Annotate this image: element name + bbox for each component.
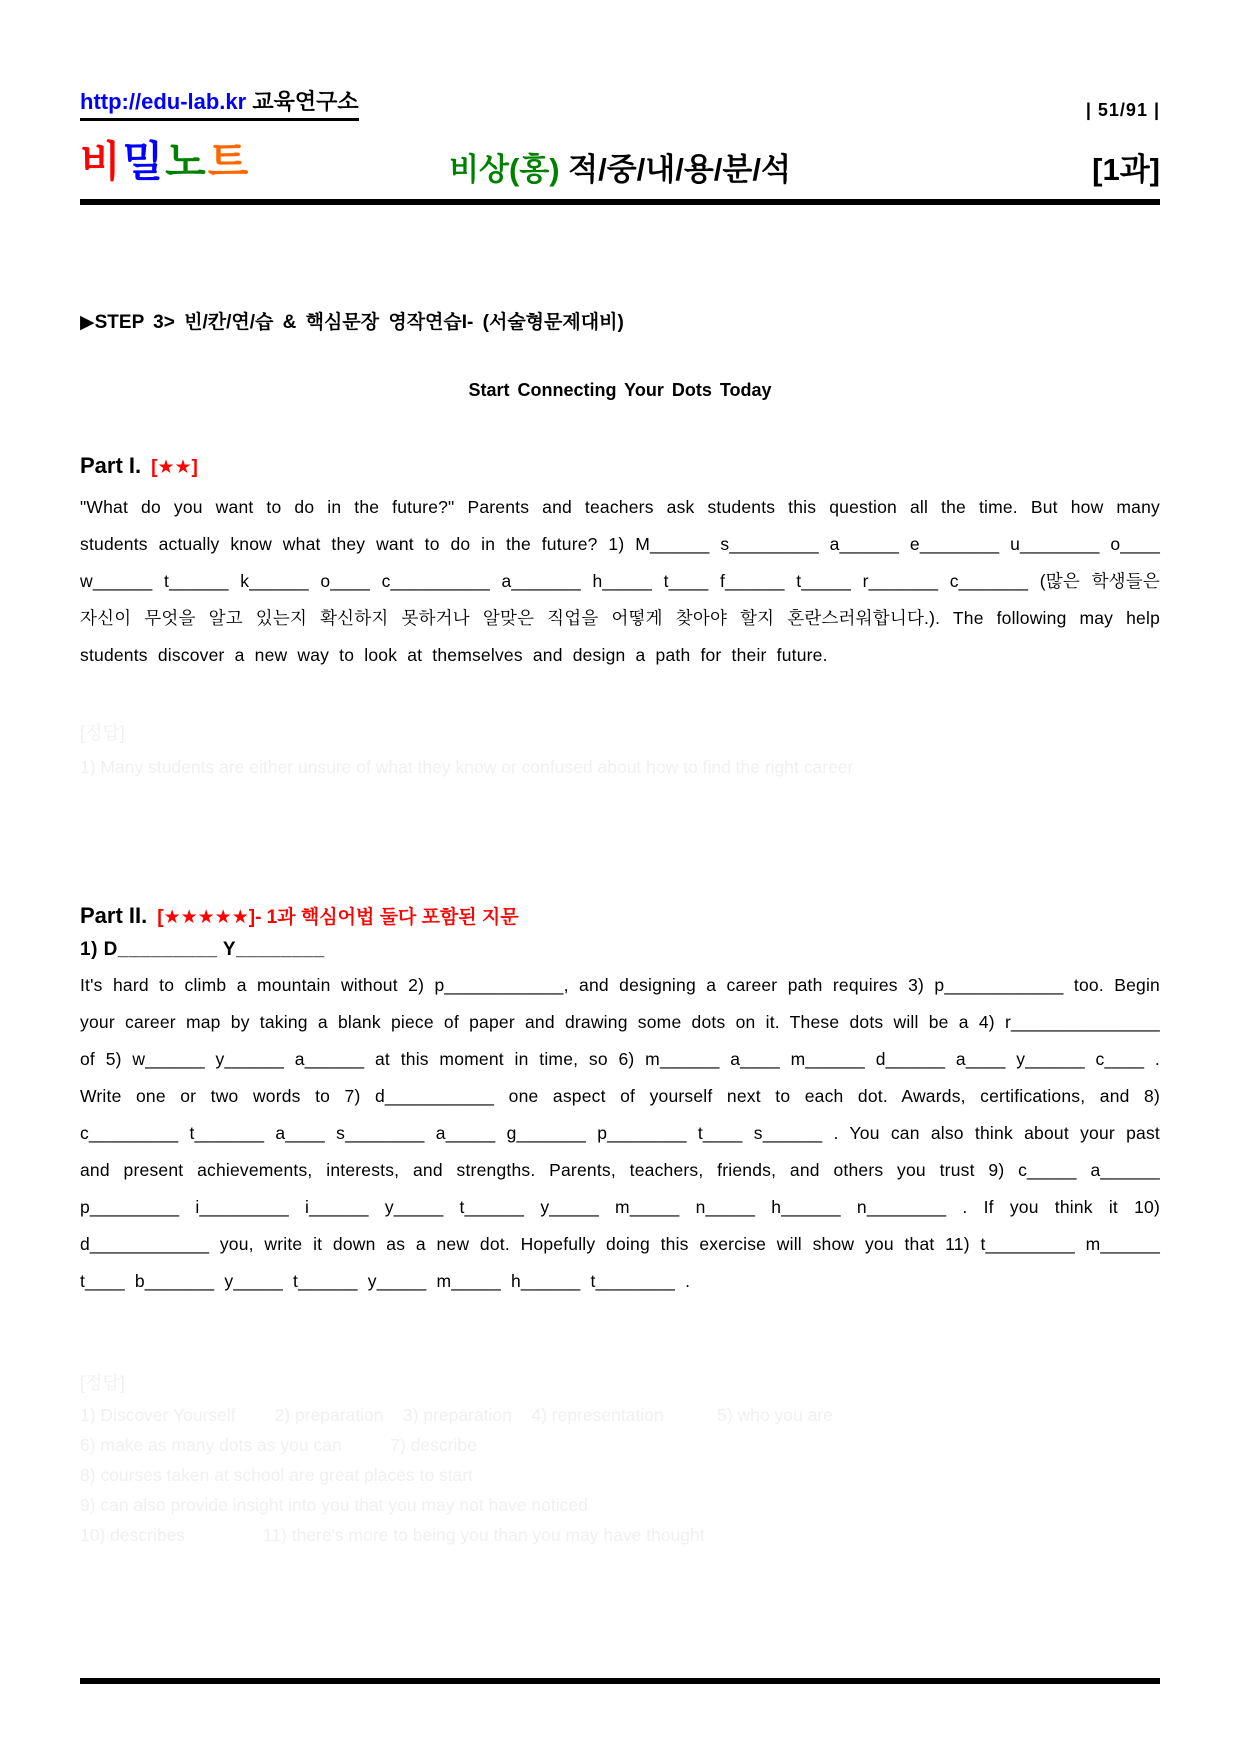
page-indicator: | 51/91 | <box>1085 100 1160 120</box>
footer-divider <box>80 1678 1160 1684</box>
brand-char-4: 트 <box>207 138 251 185</box>
part2-answer-label: [정답] <box>80 1373 125 1393</box>
header-title-row <box>80 129 1160 189</box>
site-link-wrap <box>80 85 359 121</box>
site-url-link[interactable]: http://edu-lab.kr <box>80 89 247 114</box>
site-label: 교육연구소 <box>246 89 359 114</box>
brand-char-1: 비 <box>80 138 123 185</box>
part2-difficulty-note: [★★★★★]- 1과 핵심어법 둘다 포함된 지문 <box>157 907 519 928</box>
part1-difficulty-stars: [★★] <box>151 457 198 478</box>
part1-answer-block <box>80 716 1160 784</box>
header-top-row <box>80 85 1160 121</box>
part2-paragraph: It's hard to climb a mountain without 2) p____________, and designing a career path requires 3) p____________ too. Begin your career map by taking a blank piece of paper and drawing some dots on it. These dots will be a 4) r_______________ of 5) w______ y______ a______ at this moment in time, so 6) m______ a____ m______ d______ a____ y______ c____ . Write one or two words to 7) d___________ one aspect of yourself next to each dot. Awards, certifications, and 8) c_________ t_______ a____ s________ a_____ g_______ p________ t____ s______ . You can also think about your past and present achievements, interests, and strengths. Parents, teachers, friends, and others you trust 9) c_____ a______ p_________ i_________ i______ y_____ t______ y_____ m_____ n_____ h______ n________ . If you think it 10) d____________ you, write it down as a new dot. Hopefully doing this exercise will show you that 11) t_________ m______ t____ b_______ y_____ t______ y_____ m_____ h______ t________ . <box>80 975 1160 1291</box>
part2-label: Part II. <box>80 903 148 928</box>
passage-title: Start Connecting Your Dots Today <box>468 380 772 400</box>
part1-answer-label: [정답] <box>80 723 125 743</box>
part2-answer-line-5: 10) describes 11) there's more to being you than you may have thought <box>80 1525 705 1545</box>
brand-char-3: 노 <box>165 138 208 185</box>
brand-char-2: 밀 <box>122 138 166 185</box>
brand-logo <box>80 129 380 189</box>
step-heading: ▶STEP 3> 빈/칸/연/습 & 핵심문장 영작연습I- (서술형문제대비) <box>80 312 624 333</box>
part2-heading <box>80 902 1160 929</box>
part1-heading <box>80 453 1160 479</box>
header-divider <box>80 199 1160 205</box>
part1-label: Part I. <box>80 453 142 478</box>
part1-paragraph: "What do you want to do in the future?" Parents and teachers ask students this question all the time. But how many students actually know what they want to do in the future? 1) M______ s_________ a______ e________ u________ o____ w______ t______ k______ o____ c__________ a_______ h_____ t____ f______ t_____ r_______ c_______ (많은 학생들은 자신이 무엇을 알고 있는지 확신하지 못하거나 알맞은 직업을 어떻게 찾아야 할지 혼란스러워합니다.). The following may help students discover a new way to look at themselves and design a path for their future. <box>80 497 1160 665</box>
part2-blank-title: 1) D_________ Y________ <box>80 939 325 960</box>
part1-answer-line: 1) Many students are either unsure of what they know or confused about how to find the right career <box>80 757 854 777</box>
publisher-name: 비상(홍) <box>449 152 569 187</box>
part2-answer-line-4: 9) can also provide insight into you that you may not have noticed <box>80 1495 588 1515</box>
part2-answer-block <box>80 1366 1160 1550</box>
document-title <box>380 144 860 189</box>
footer-divider-wrap <box>80 1678 1160 1684</box>
part2-answer-line-3: 8) courses taken at school are great places to start <box>80 1465 473 1485</box>
subject-title: 적/중/내/용/분/석 <box>568 152 791 187</box>
part2-answer-line-1: 1) Discover Yourself 2) preparation 3) preparation 4) representation 5) who you are <box>80 1405 833 1425</box>
part2-answer-line-2: 6) make as many dots as you can 7) describe <box>80 1435 477 1455</box>
lesson-badge: [1과] <box>1092 152 1160 187</box>
